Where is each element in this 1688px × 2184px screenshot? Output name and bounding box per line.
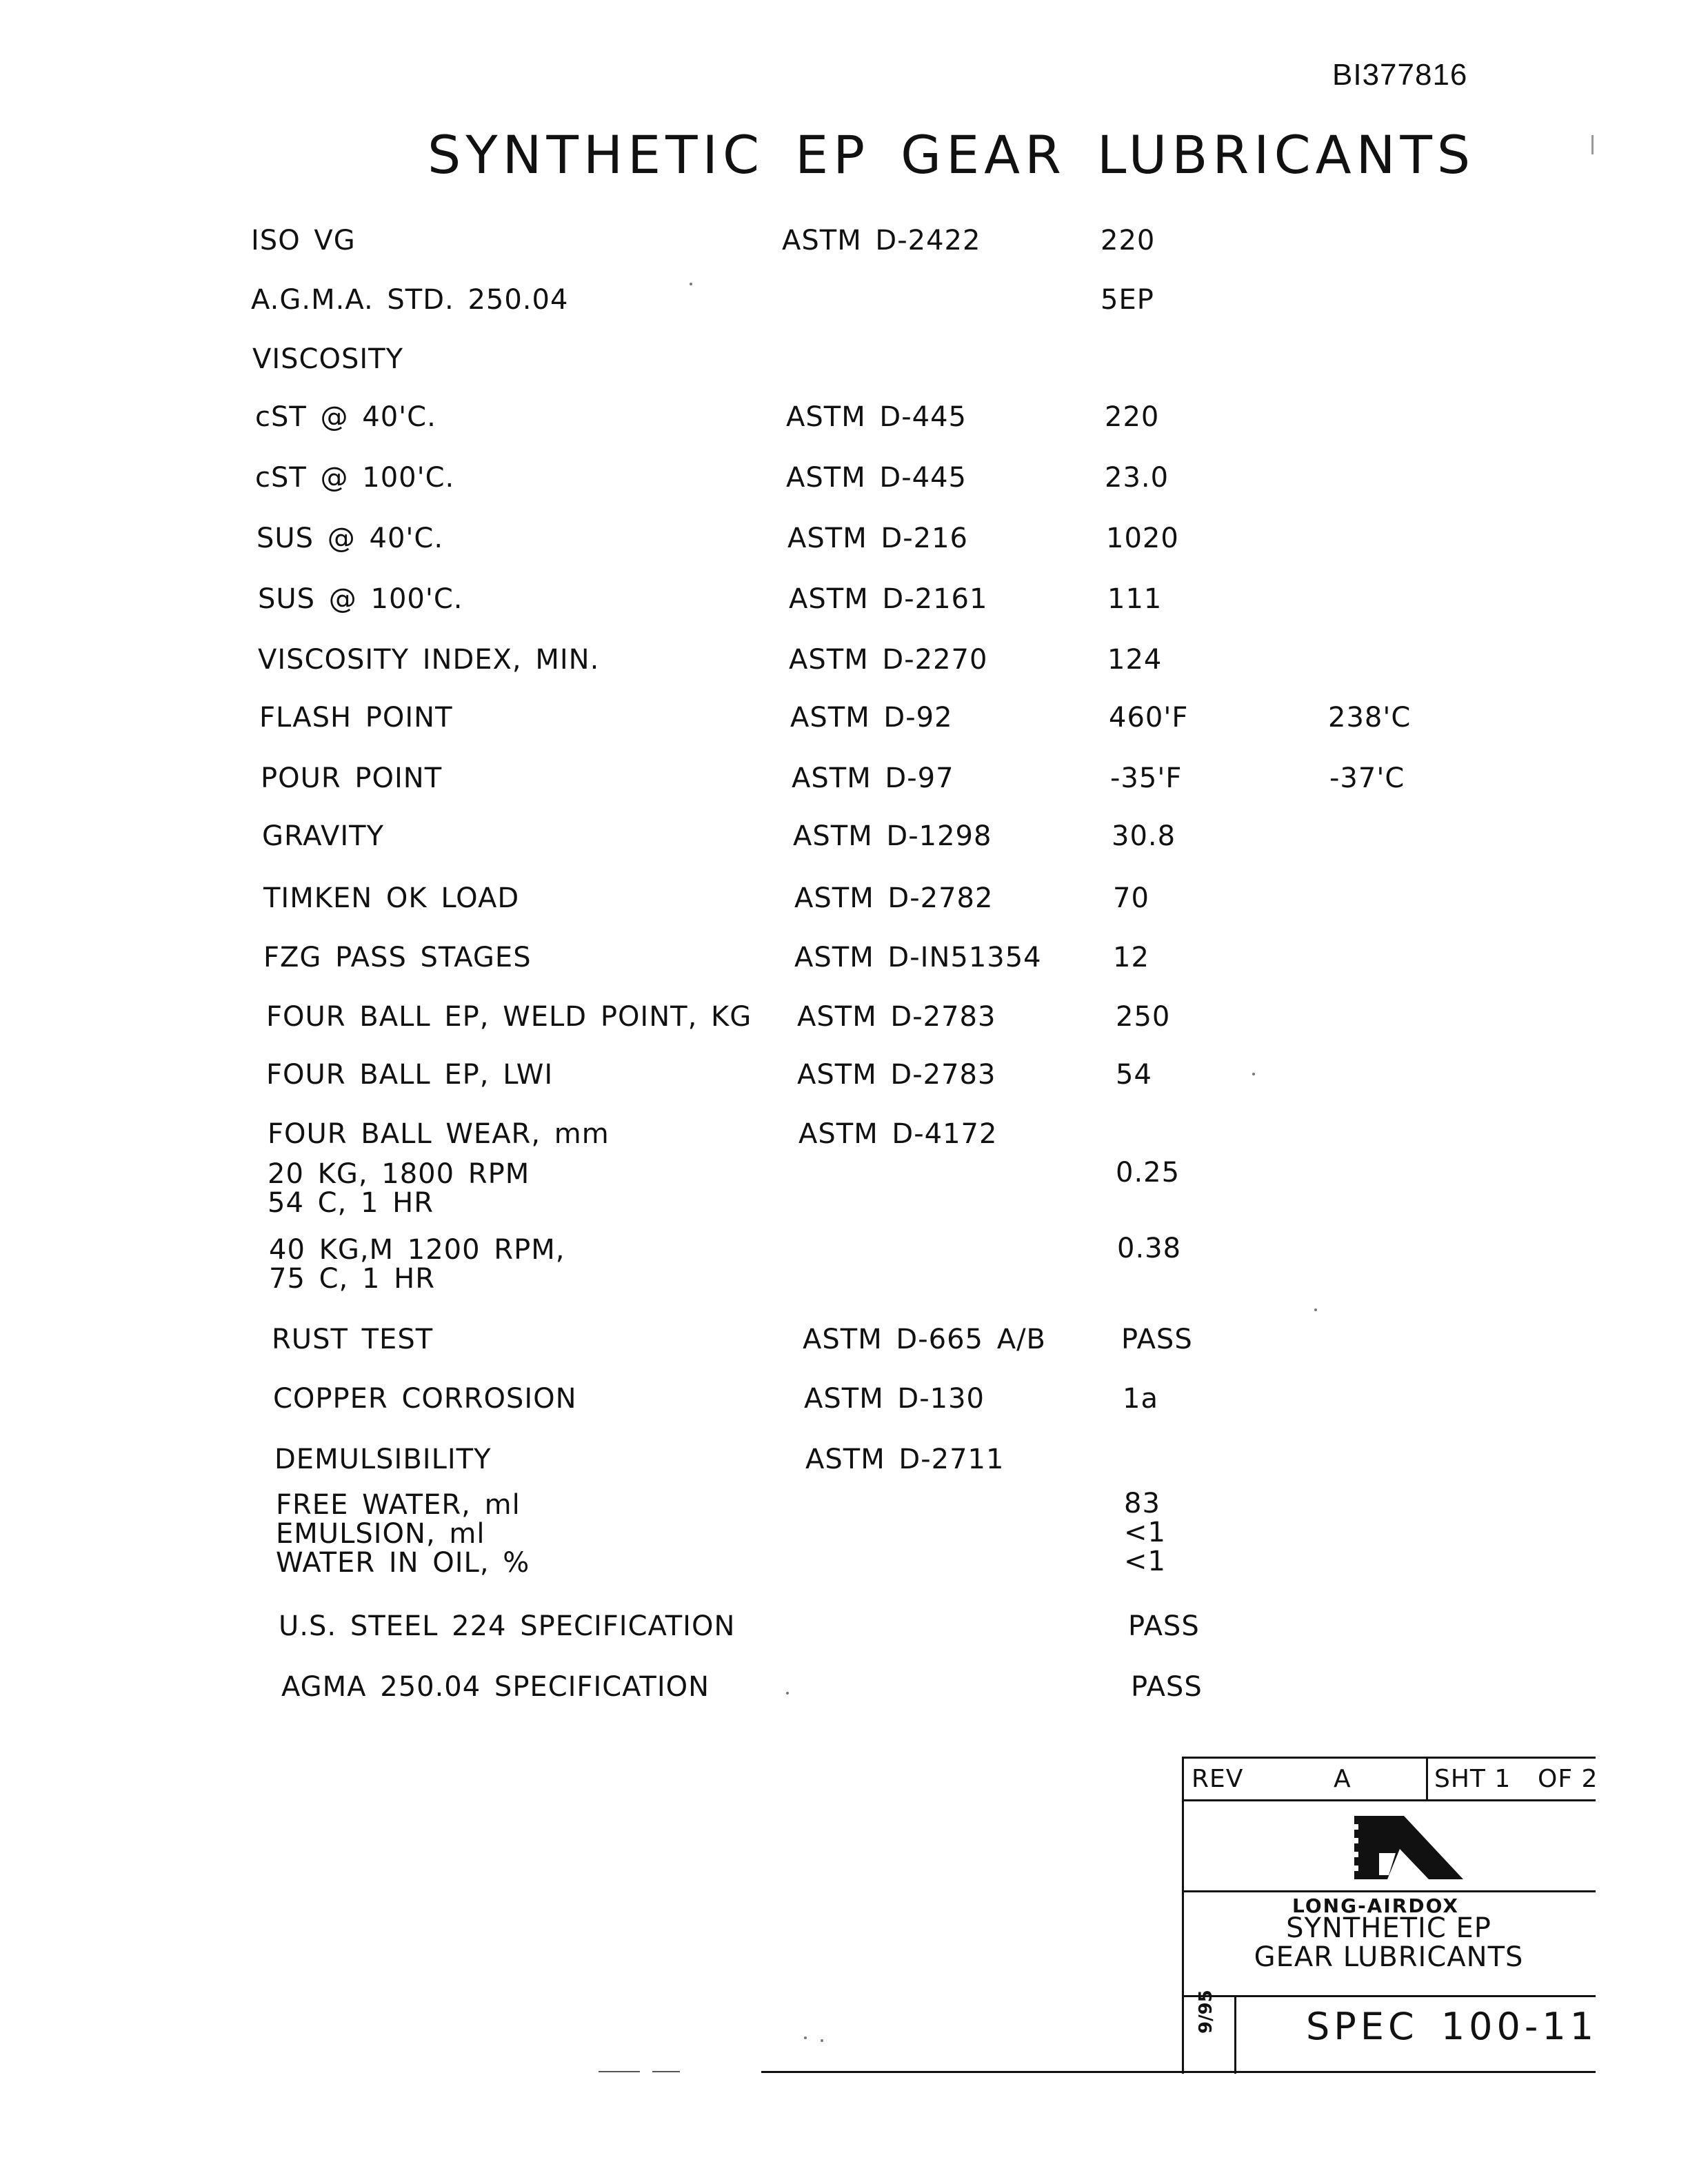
test-value: PASS [1128,1610,1200,1642]
spec-row [273,1383,1583,1424]
spec-row [268,1118,1578,1160]
spec-row [258,583,1568,625]
wear-value-1: 0.25 [1116,1157,1180,1189]
title-block-title-line1: SYNTHETIC EP [1286,1912,1491,1944]
property-label: SUS @ 100'C. [258,583,463,615]
test-value: 1020 [1106,523,1179,554]
wear-condition-2-line1: 40 KG,M 1200 RPM, [269,1234,565,1266]
edge-mark [1591,135,1594,154]
company-name: LONG-AIRDOX [1292,1894,1459,1917]
wear-value-2: 0.38 [1117,1233,1182,1264]
free-water-value: 83 [1124,1488,1160,1519]
spec-row [266,1001,1576,1042]
alt-unit-value: -37'C [1329,762,1405,794]
test-value: 12 [1113,942,1149,973]
test-method: ASTM D-445 [786,401,967,433]
test-method: ASTM D-1298 [793,820,992,852]
water-in-oil-label: WATER IN OIL, % [276,1547,530,1579]
property-label: FOUR BALL EP, WELD POINT, KG [266,1001,752,1033]
test-method: ASTM D-2783 [797,1059,996,1091]
spec-row [258,644,1568,685]
bottom-rule-fragment [599,2071,640,2072]
logo-mark-icon [1347,1810,1471,1889]
property-label: VISCOSITY INDEX, MIN. [258,644,600,676]
test-method: ASTM D-445 [786,462,967,494]
page-title: SYNTHETIC EP GEAR LUBRICANTS [428,124,1476,185]
test-value: 1a [1123,1383,1158,1415]
sheet-total: OF 2 [1538,1765,1598,1793]
property-label: cST @ 40'C. [255,401,436,433]
spec-row [279,1610,1589,1652]
test-method: ASTM D-IN51354 [794,942,1042,973]
property-label: AGMA 250.04 SPECIFICATION [281,1671,710,1703]
test-value: 30.8 [1112,820,1176,852]
wear-condition-1-line1: 20 KG, 1800 RPM [268,1158,530,1190]
test-method: ASTM D-665 A/B [803,1324,1046,1355]
wear-condition-2 [269,1235,565,1293]
date-divider [1234,1995,1236,2074]
demulsibility-values [1124,1489,1166,1576]
title-block [1182,1757,1596,2074]
property-label: FOUR BALL WEAR, mm [268,1118,610,1150]
document-id: BI377816 [1332,58,1468,92]
test-method: ASTM D-2782 [794,882,994,914]
emulsion-label: EMULSION, ml [276,1518,485,1550]
test-value: 250 [1116,1001,1171,1033]
logo-row-border [1182,1890,1596,1892]
test-value: 5EP [1101,284,1154,316]
scan-speck [804,2036,807,2039]
test-method: ASTM D-130 [804,1383,985,1415]
bottom-rule-fragment [652,2071,680,2072]
company-logo [1347,1810,1471,1889]
spec-row [251,225,1561,266]
property-label: A.G.M.A. STD. 250.04 [251,284,569,316]
property-label: U.S. STEEL 224 SPECIFICATION [279,1610,736,1642]
emulsion-value: <1 [1124,1517,1166,1548]
test-method: ASTM D-2711 [805,1444,1005,1475]
spec-row [263,882,1574,924]
test-value: 70 [1113,882,1149,914]
spec-row [266,1059,1576,1100]
test-value: PASS [1131,1671,1203,1703]
spec-row [272,1324,1582,1365]
test-method: ASTM D-2783 [797,1001,996,1033]
scan-speck [1314,1308,1317,1311]
property-label: RUST TEST [272,1324,434,1355]
test-value: 111 [1107,583,1163,615]
property-label: TIMKEN OK LOAD [263,882,520,914]
wear-condition-1 [268,1160,530,1217]
spec-row [255,401,1565,443]
sheet-divider [1426,1757,1428,1799]
spec-row [263,942,1574,983]
free-water-label: FREE WATER, ml [276,1489,521,1521]
spec-row [274,1444,1585,1485]
property-label: GRAVITY [262,820,384,852]
wear-condition-1-line2: 54 C, 1 HR [268,1187,434,1219]
spec-row [255,462,1565,503]
property-label: VISCOSITY [252,343,404,375]
spec-row [251,284,1561,325]
test-value: 460'F [1109,702,1189,734]
water-in-oil-value: <1 [1124,1546,1166,1577]
sheet-number: SHT 1 [1434,1765,1511,1793]
scan-speck [1252,1073,1255,1075]
property-label: DEMULSIBILITY [274,1444,492,1475]
demulsibility-labels [276,1490,530,1577]
property-label: SUS @ 40'C. [257,523,444,554]
spec-row [259,702,1569,743]
title-row-border [1182,1995,1596,1997]
scan-speck [786,1692,789,1695]
wear-condition-2-line2: 75 C, 1 HR [269,1263,436,1295]
test-value: 220 [1105,401,1160,433]
test-method: ASTM D-2161 [789,583,988,615]
test-method: ASTM D-97 [792,762,954,794]
property-label: ISO VG [251,225,356,256]
title-block-title-line2: GEAR LUBRICANTS [1254,1941,1524,1973]
spec-row [281,1671,1591,1712]
test-method: ASTM D-2422 [782,225,981,256]
test-method: ASTM D-216 [787,523,968,554]
bottom-rule [761,2071,1596,2073]
title-block-title [1182,1914,1596,1972]
property-label: cST @ 100'C. [255,462,455,494]
spec-row [261,762,1571,804]
property-label: COPPER CORROSION [273,1383,577,1415]
test-value: 54 [1116,1059,1152,1091]
property-label: FLASH POINT [259,702,453,734]
spec-number: SPEC 100-11 [1306,2005,1598,2048]
test-value: 23.0 [1105,462,1169,494]
revision-date: 9/95 [1196,1990,1216,2034]
test-method: ASTM D-92 [790,702,953,734]
title-block-top-border [1182,1757,1596,1759]
test-value: -35'F [1110,762,1183,794]
spec-row [252,343,1563,385]
property-label: POUR POINT [261,762,443,794]
test-method: ASTM D-4172 [798,1118,998,1150]
property-label: FZG PASS STAGES [263,942,532,973]
test-value: PASS [1121,1324,1193,1355]
scan-speck [821,2039,823,2042]
rev-label: REV [1192,1765,1244,1793]
alt-unit-value: 238'C [1328,702,1411,734]
test-value: 124 [1107,644,1163,676]
property-label: FOUR BALL EP, LWI [266,1059,554,1091]
test-method: ASTM D-2270 [789,644,988,676]
rev-value: A [1334,1765,1352,1793]
spec-row [257,523,1567,564]
spec-row [262,820,1572,862]
rev-row-border [1182,1799,1596,1801]
test-value: 220 [1101,225,1156,256]
scan-speck [690,283,692,285]
